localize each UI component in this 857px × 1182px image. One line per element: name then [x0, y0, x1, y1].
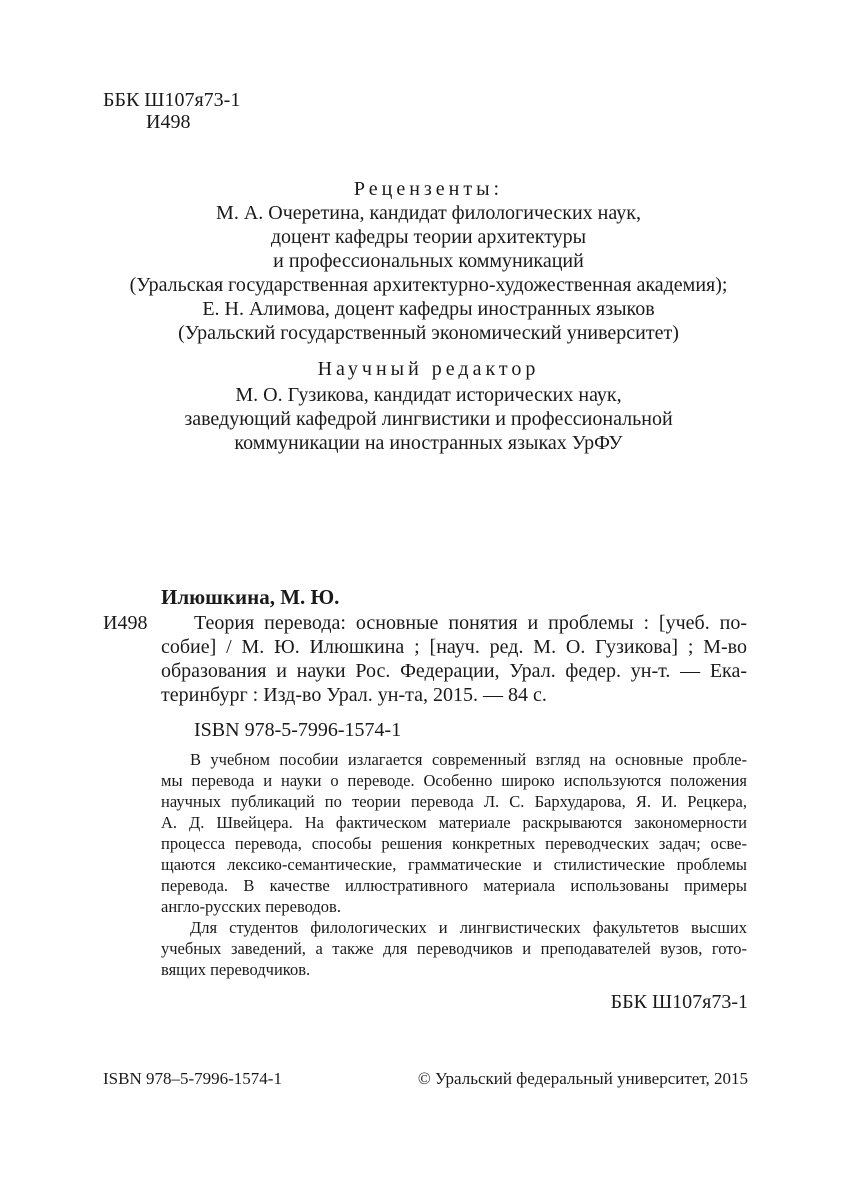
author-mark-top: И498: [146, 111, 191, 133]
annotation-line: перевода. В качестве иллюстративного материала использованы примеры: [161, 876, 747, 895]
editor-line: М. О. Гузикова, кандидат исторических наук,: [235, 384, 622, 406]
reviewer-line: М. А. Очеретина, кандидат филологических наук,: [216, 202, 641, 224]
editor-line: коммуникации на иностранных языках УрФУ: [234, 432, 623, 454]
bbk-code-top: ББК Ш107я73-1: [103, 89, 241, 111]
catalog-author: Илюшкина, М. Ю.: [161, 585, 340, 609]
annotation-line: научных публикаций по теории перевода Л. С. Бархударова, Я. И. Рецкера,: [161, 792, 747, 811]
annotation-line: вящих переводчиков.: [161, 960, 311, 979]
catalog-entry-line: Теория перевода: основные понятия и проблемы : [учеб. по-: [194, 612, 747, 634]
annotation-line: мы перевода и науки о переводе. Особенно широко используются положения: [161, 771, 747, 790]
editor-line: заведующий кафедрой лингвистики и профессиональной: [184, 408, 673, 430]
footer-copyright: © Уральский федеральный университет, 2015: [417, 1069, 748, 1088]
catalog-entry-line: теринбург : Изд-во Урал. ун-та, 2015. — 84 с.: [161, 684, 547, 706]
annotation-line: процесса перевода, способы решения конкретных переводческих задач; осве-: [161, 834, 747, 853]
footer-isbn: ISBN 978–5-7996-1574-1: [103, 1069, 282, 1088]
annotation-line: учебных заведений, а также для переводчиков и преподавателей вузов, гото-: [161, 939, 747, 958]
reviewer-line: Е. Н. Алимова, доцент кафедры иностранных языков: [202, 298, 655, 320]
reviewers-heading: Рецензенты:: [353, 178, 504, 200]
catalog-isbn: ISBN 978-5-7996-1574-1: [194, 719, 402, 741]
annotation-line: Для студентов филологических и лингвистических факультетов высших: [190, 918, 747, 937]
catalog-entry-line: собие] / М. Ю. Илюшкина ; [науч. ред. М. О. Гузикова] ; М-во: [161, 636, 747, 658]
annotation-line: В учебном пособии излагается современный взгляд на основные пробле-: [190, 750, 747, 769]
reviewer-line: доцент кафедры теории архитектуры: [270, 226, 587, 248]
reviewer-line: (Уральская государственная архитектурно-художественная академия);: [129, 274, 728, 296]
annotation-line: А. Д. Швейцера. На фактическом материале раскрываются закономерности: [161, 813, 747, 832]
catalog-mark: И498: [103, 612, 148, 634]
bbk-code-bottom: ББК Ш107я73-1: [610, 991, 748, 1013]
catalog-entry-line: образования и науки Рос. Федерации, Урал. федер. ун-т. — Ека-: [161, 660, 747, 682]
annotation-line: англо-русских переводов.: [161, 897, 341, 916]
annotation-line: щаются лексико-семантические, грамматические и стилистические проблемы: [161, 855, 747, 874]
reviewer-line: (Уральский государственный экономический университет): [178, 322, 679, 344]
science-editor-heading: Научный редактор: [317, 358, 540, 380]
reviewer-line: и профессиональных коммуникаций: [273, 250, 584, 272]
